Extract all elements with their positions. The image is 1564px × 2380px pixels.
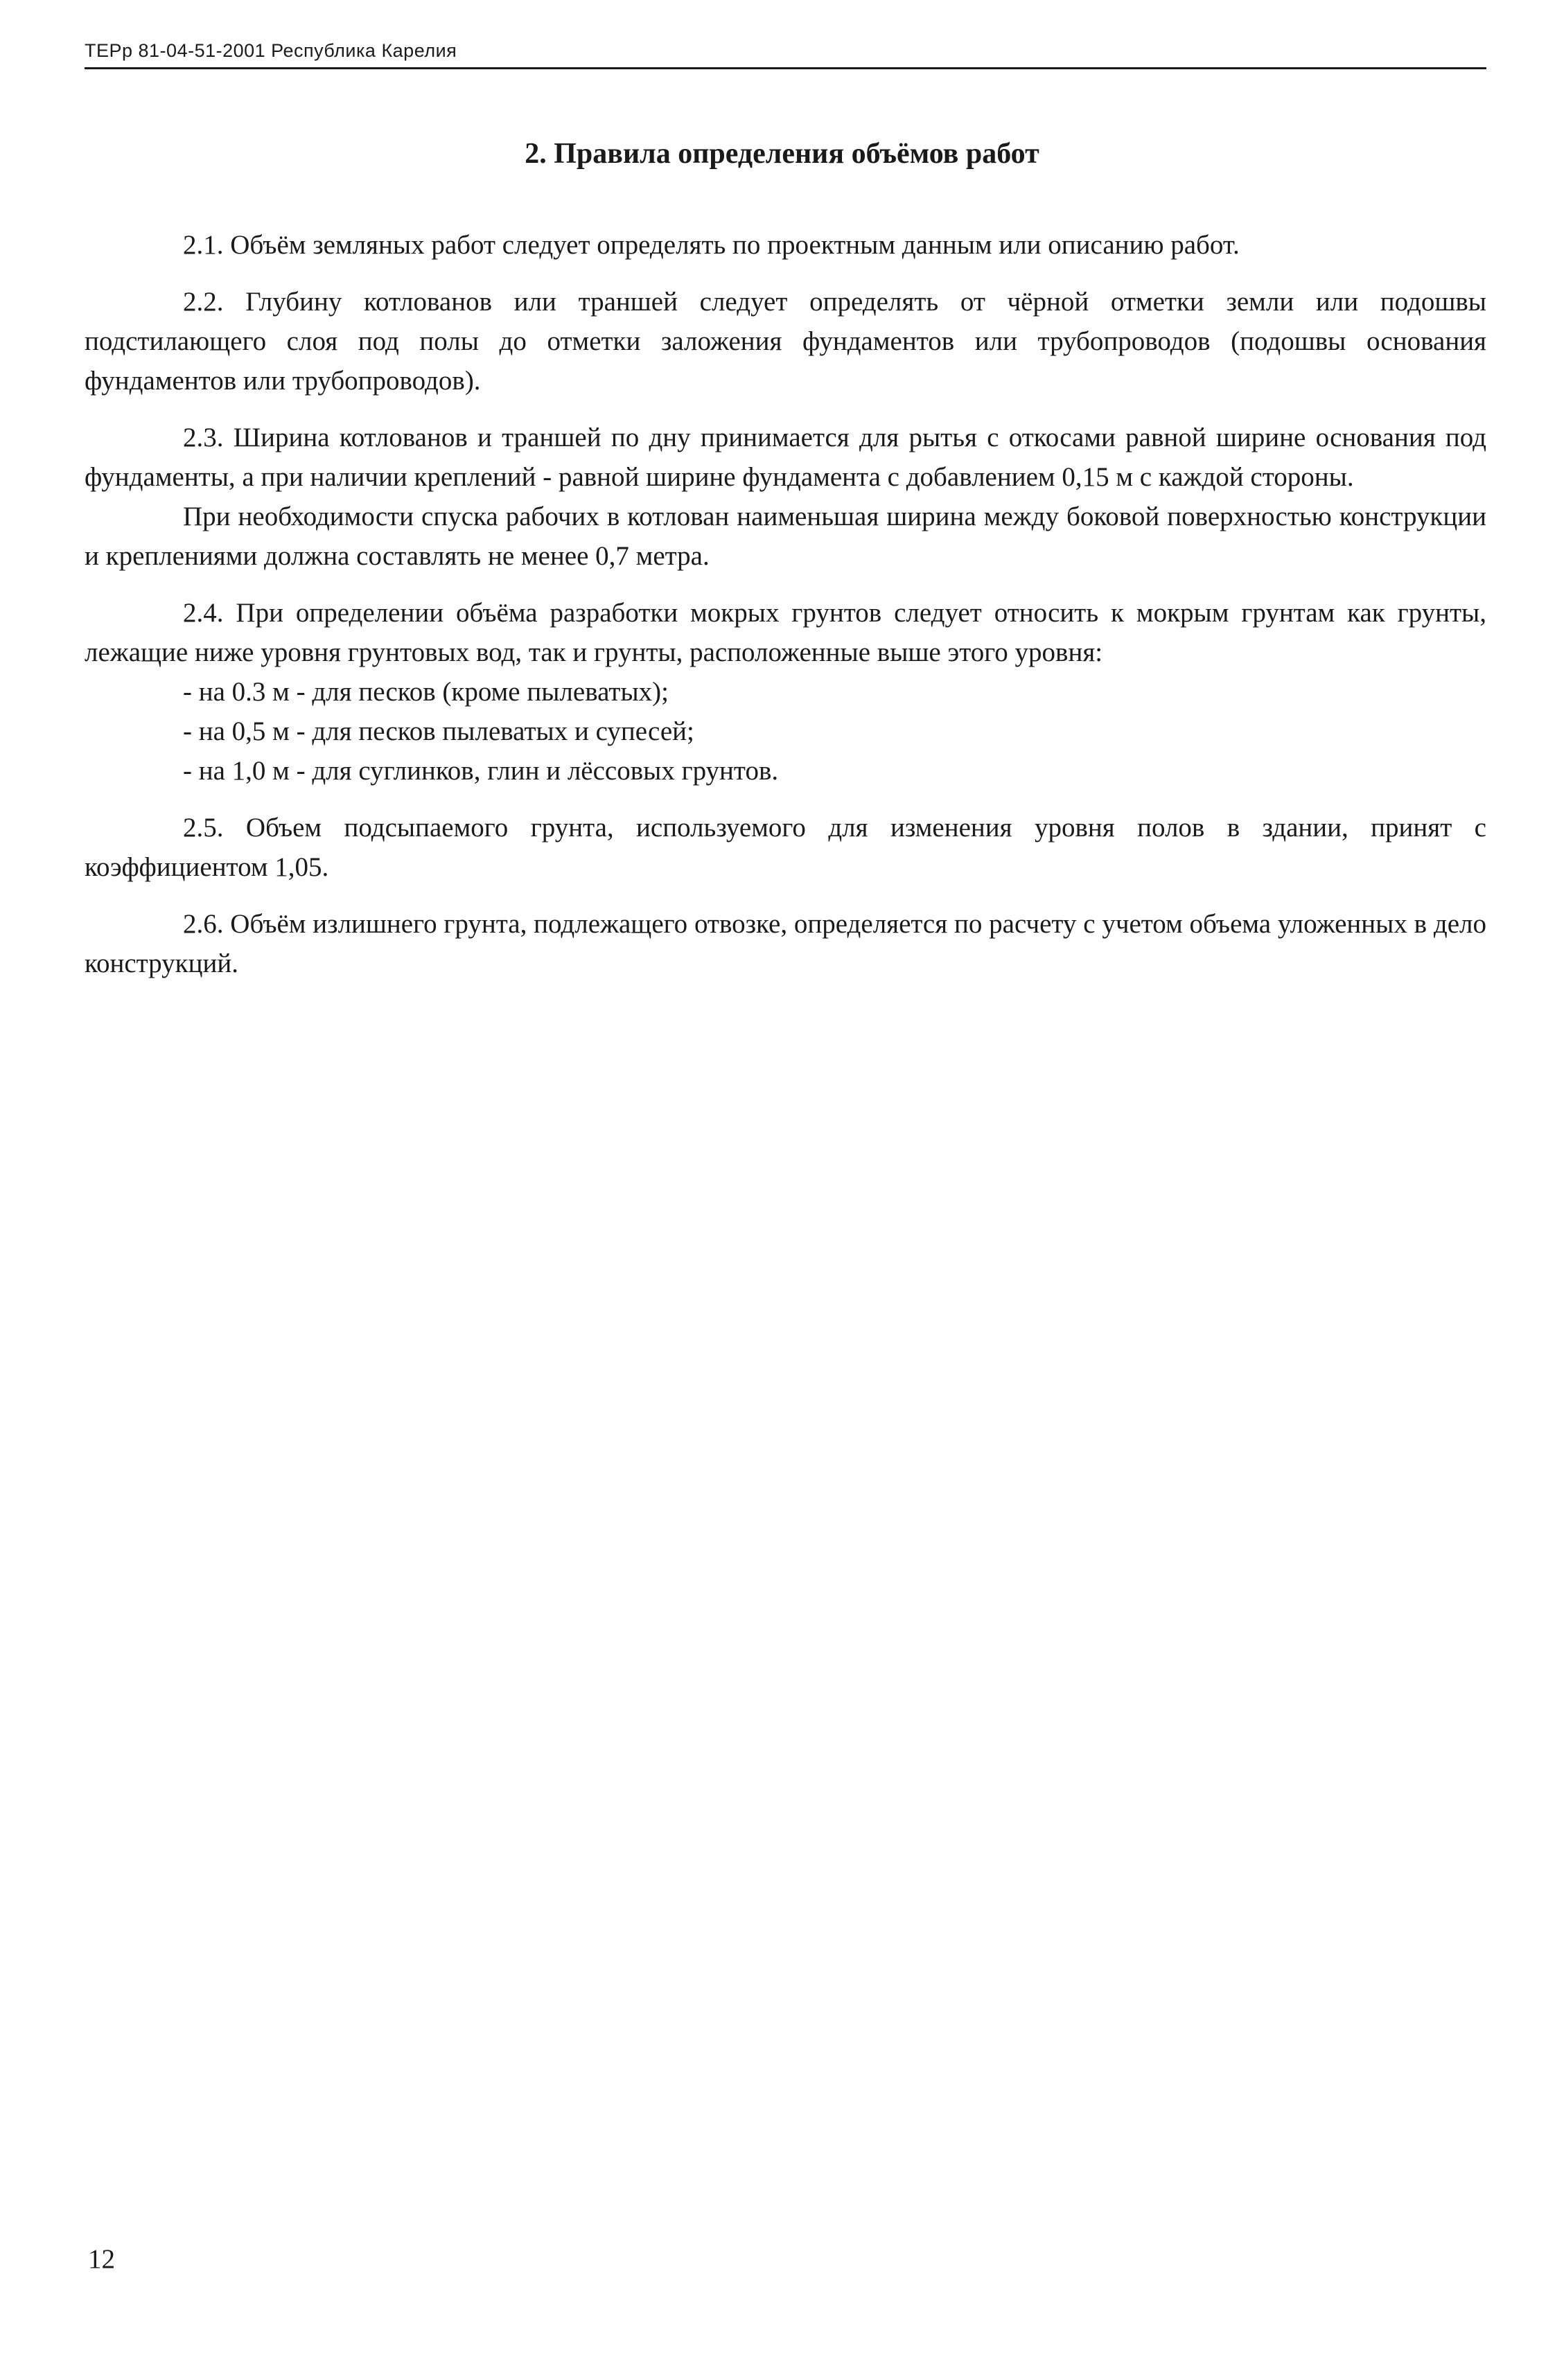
paragraph-2-3-continuation: При необходимости спуска рабочих в котлован наименьшая ширина между боковой поверхностью конструкции и креплениями должна составлять не менее 0,7 метра. [85,502,1486,571]
paragraph-2-1: 2.1. Объём земляных работ следует определять по проектным данным или описанию работ. [183,230,1240,260]
list-item: - на 1,0 м - для суглинков, глин и лёссовых грунтов. [183,756,779,786]
body-text [85,225,1486,983]
list-item: - на 0,5 м - для песков пылеватых и супесей; [183,716,694,746]
paragraph-2-2: 2.2. Глубину котлованов или траншей следует определять от чёрной отметки земли или подошвы подстилающего слоя под полы до отметки заложения фундаментов или трубопроводов (подошвы основания фундаментов или трубопроводов). [85,287,1486,396]
header-rule [85,67,1486,69]
page-number: 12 [88,2244,115,2274]
running-header: ТЕРр 81-04-51-2001 Республика Карелия [85,40,457,61]
paragraph-2-6: 2.6. Объём излишнего грунта, подлежащего отвозке, определяется по расчету с учетом объема уложенных в дело конструкций. [85,909,1486,978]
section-title: 2. Правила определения объёмов работ [525,138,1039,170]
paragraph-2-5: 2.5. Объем подсыпаемого грунта, используемого для изменения уровня полов в здании, принят с коэффициентом 1,05. [85,813,1486,882]
paragraph-2-3: 2.3. Ширина котлованов и траншей по дну принимается для рытья с откосами равной ширине основания под фундаменты, а при наличии креплений - равной ширине фундамента с добавлением 0,15 м с каждой стороны. [85,423,1486,492]
list-item: - на 0.3 м - для песков (кроме пылеватых); [183,677,669,707]
paragraph-2-4: 2.4. При определении объёма разработки мокрых грунтов следует относить к мокрым грунтам как грунты, лежащие ниже уровня грунтовых вод, так и грунты, расположенные выше этого уровня: [85,598,1486,667]
